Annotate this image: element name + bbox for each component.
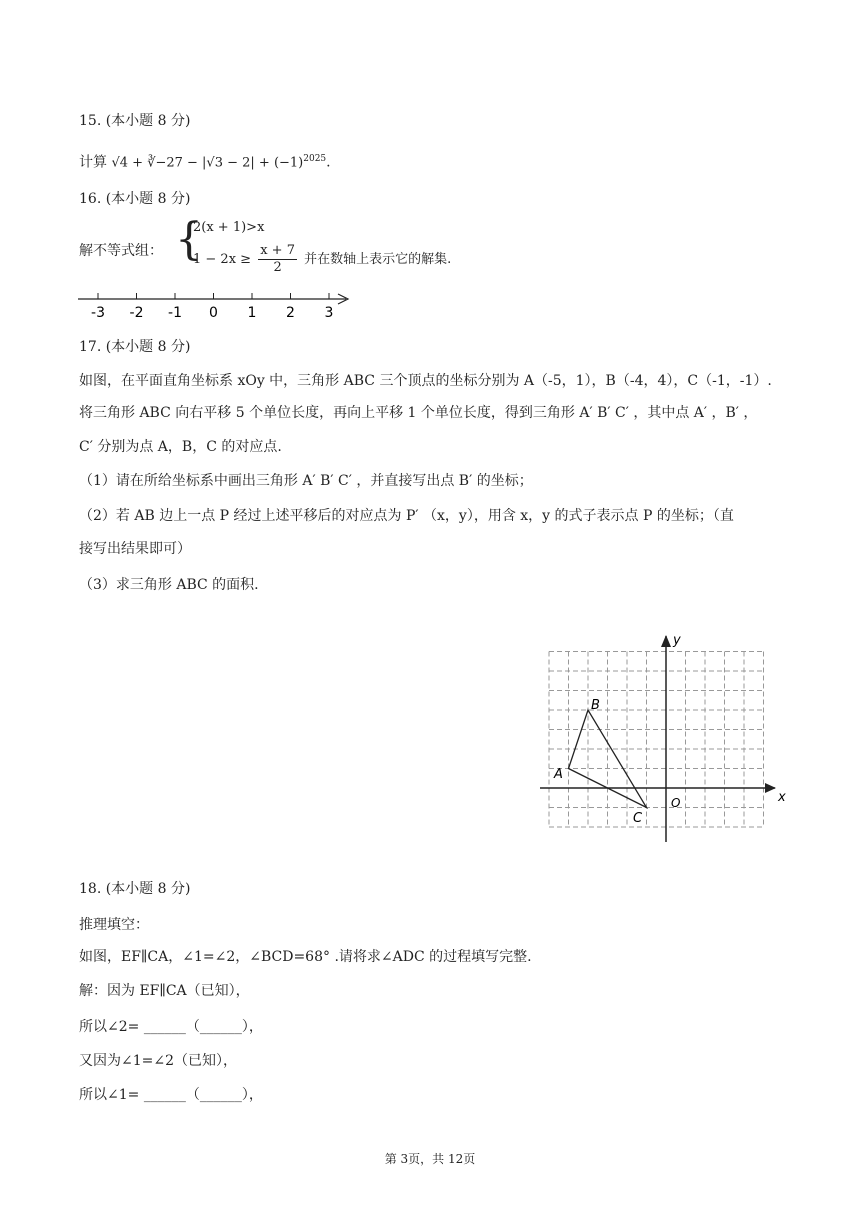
number-line-tick-label: -1	[168, 305, 182, 321]
q15-expression: √4 + ∛−27 − |√3 − 2| + (−1)	[111, 155, 304, 171]
inequality-2	[193, 243, 451, 276]
number-line-tick-label: 0	[209, 305, 218, 321]
q15-header: 15. (本小题 8 分)	[79, 113, 191, 129]
q17-part-2a: （2）若 AB 边上一点 P 经过上述平移后的对应点为 P′ （x，y），用含 x，y 的式子表示点 P 的坐标；（直	[79, 508, 734, 524]
number-line-tick-label: 1	[247, 305, 257, 321]
inequality-1: 2(x + 1)>x	[193, 220, 265, 235]
q17-line-2: 将三角形 ABC 向右平移 5 个单位长度，再向上平移 1 个单位长度，得到三角形 A′ B′ C′ ，其中点 A′ ，B′ ，	[79, 405, 758, 421]
fraction-denominator: 2	[273, 260, 282, 275]
q17-part-3: （3）求三角形 ABC 的面积.	[79, 577, 259, 593]
y-axis-label: y	[673, 633, 681, 648]
q17-part-2b: 接写出结果即可）	[79, 541, 191, 557]
page-footer: 第 3页，共 12页	[384, 1152, 476, 1166]
inequality-2-fraction	[258, 243, 297, 276]
q15-statement	[79, 150, 331, 173]
q17-line-1: 如图，在平面直角坐标系 xOy 中，三角形 ABC 三个顶点的坐标分别为 A（-5，1），B（-4，4），C（-1，-1）.	[79, 373, 772, 389]
fraction-numerator: x + 7	[260, 243, 295, 258]
brace-icon: {	[175, 214, 203, 265]
q18-line-5: 所以∠1= ______（______），	[79, 1087, 263, 1103]
q18-line-2: 解：因为 EF∥CA（已知），	[79, 983, 250, 999]
q18-header: 18. (本小题 8 分)	[79, 881, 191, 897]
x-axis-label: x	[778, 790, 786, 805]
q18-intro: 推理填空：	[79, 917, 149, 933]
q17-header: 17. (本小题 8 分)	[79, 339, 191, 355]
point-c-label: C	[633, 811, 643, 826]
coordinate-figure	[530, 630, 800, 850]
q16-prefix: 解不等式组：	[79, 243, 163, 259]
point-b-label: B	[591, 698, 600, 713]
inequality-2-left: 1 − 2x ≥	[193, 252, 252, 267]
q18-line-3: 所以∠2= ______（______），	[79, 1019, 263, 1035]
q16-header: 16. (本小题 8 分)	[79, 191, 191, 207]
point-a-label: A	[554, 767, 563, 782]
q17-line-3: C′ 分别为点 A，B，C 的对应点.	[79, 439, 282, 455]
origin-label: O	[671, 796, 681, 810]
q17-part-1: （1）请在所给坐标系中画出三角形 A′ B′ C′ ，并直接写出点 B′ 的坐标；	[79, 473, 533, 489]
q16-suffix: 并在数轴上表示它的解集.	[304, 252, 452, 267]
number-line	[76, 288, 356, 324]
number-line-tick-label: 2	[286, 305, 295, 321]
number-line-tick-label: -2	[129, 305, 144, 321]
q15-exponent: 2025	[303, 154, 327, 164]
q18-line-4: 又因为∠1=∠2（已知），	[79, 1053, 238, 1069]
q18-line-1: 如图，EF∥CA，∠1=∠2，∠BCD=68° .请将求∠ADC 的过程填写完整.	[79, 949, 532, 965]
q15-period: .	[326, 154, 331, 171]
number-line-tick-label: 3	[324, 305, 334, 321]
number-line-tick-label: -3	[91, 305, 105, 321]
q15-prefix: 计算	[79, 154, 107, 171]
